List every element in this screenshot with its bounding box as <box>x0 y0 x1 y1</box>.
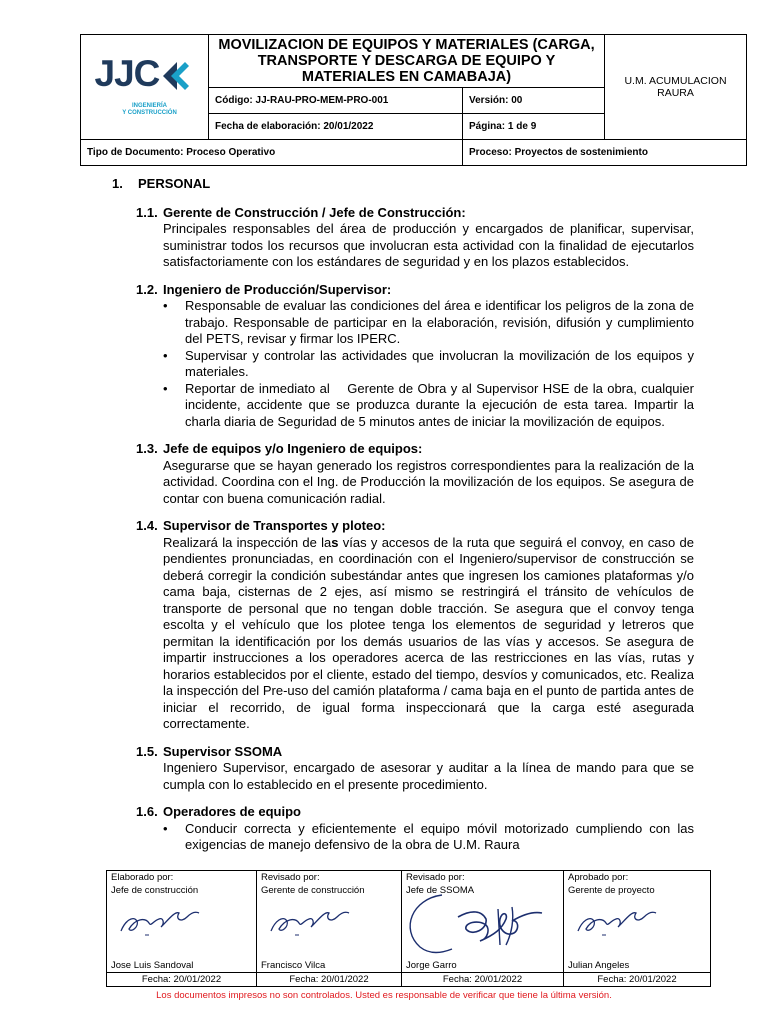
doctype-label: Tipo de Documento: <box>87 147 184 158</box>
date-label: Fecha de elaboración: <box>215 121 321 132</box>
subsection-number: 1.2. <box>136 281 158 297</box>
approval-label: Aprobado por: <box>568 872 629 883</box>
approval-label: Revisado por: <box>261 872 320 883</box>
doctype-cell <box>81 140 463 166</box>
bullet-list <box>163 821 694 854</box>
approval-cell-revisado-2 <box>402 871 564 973</box>
approval-date: Fecha: 20/01/2022 <box>564 973 711 987</box>
subsection-title: Ingeniero de Producción/Supervisor: <box>163 281 392 297</box>
subsection-title: Supervisor SSOMA <box>163 743 283 759</box>
signature-image <box>265 901 355 941</box>
doctype-value: Proceso Operativo <box>186 147 276 158</box>
code-label: Código: <box>215 95 253 106</box>
company-logo <box>91 39 199 135</box>
page-cell <box>463 114 605 140</box>
logo-subtitle-line1: INGENIERÍA <box>131 103 167 109</box>
date-cell <box>209 114 463 140</box>
section-title: PERSONAL <box>138 176 211 191</box>
subsection-title: Supervisor de Transportes y ploteo: <box>163 518 386 533</box>
text-part: vías y accesos de la ruta que seguirá el convoy, en caso de pendientes pronunciadas, en coordinación con el Ingeniero/supervisor de construcción se deberá corregir la condición subestándar antes que ingresen los camiones plataformas y/o cama baja, cisternas de 2 ejes, así mismo se restringirá el tránsito de vehículos de transporte de personal que no tengan doble tracción. Se asegura que el convoy tenga escolta y el vehículo que los plotee tenga los elementos de seguridad y letreros que permitan la identificación por los demás usuarios de las vías y accesos. Se asegura de impartir instrucciones a los operadores acerca de las restricciones en las vías, rutas y horarios establecidos por el cliente, estado del tiempo, desvíos y comunicados, etc. Realiza la inspección del Pre-uso del camión plataforma / cama baja en el punto de partida antes de iniciar el recorrido, de igual forma inspeccionará que la carga esté asegurada correctamente. <box>163 534 694 731</box>
subsection-heading <box>136 282 694 299</box>
version-cell <box>463 88 605 114</box>
subsection-text: Asegurarse que se hayan generado los registros correspondientes para la realización de la actividad. Coordina con el Ing. de Producción la movilización de los equipos. Se asegura de contar con buena comunicación radial. <box>163 457 694 506</box>
document-header <box>80 34 747 166</box>
approval-date: Fecha: 20/01/2022 <box>107 973 257 987</box>
approval-role: Gerente de proyecto <box>568 885 655 896</box>
subsection-number: 1.6. <box>136 804 158 819</box>
approval-role: Jefe de SSOMA <box>406 885 475 896</box>
code-cell <box>209 88 463 114</box>
disclaimer-text: Los documentos impresos no son controlados. Usted es responsable de verificar que tiene la última versión. <box>156 990 612 1001</box>
approval-role: Gerente de construcción <box>261 885 365 896</box>
approval-label: Elaborado por: <box>111 872 174 883</box>
approver-name: Jorge Garro <box>406 960 457 971</box>
subsection-text <box>163 535 694 733</box>
subsection-number: 1.1. <box>136 204 158 220</box>
signature-image <box>402 889 552 959</box>
text-bold-part: s <box>331 534 339 550</box>
subsection-text: Ingeniero Supervisor, encargado de asesorar y auditar a la línea de mando para que se cumpla con lo establecido en el presente procedimiento. <box>163 760 694 792</box>
subsection-title: Jefe de equipos y/o Ingeniero de equipos: <box>163 441 423 456</box>
approval-role: Jefe de construcción <box>111 885 199 896</box>
subsection-heading <box>136 804 694 821</box>
subsection-number: 1.4. <box>136 518 158 533</box>
code-value: JJ-RAU-PRO-MEM-PRO-001 <box>255 95 389 106</box>
page-label: Página: <box>469 121 506 132</box>
section-heading <box>112 176 694 193</box>
version-value: 00 <box>511 95 523 106</box>
approver-name: Francisco Vilca <box>261 960 326 971</box>
list-item: • Conducir correcta y eficientemente el equipo móvil motorizado cumpliendo con las exigencias de manejo defensivo de la obra de U.M. Raura <box>163 821 694 854</box>
approval-cell-elaborado <box>107 871 257 973</box>
subsection-number: 1.3. <box>136 441 158 456</box>
version-label: Versión: <box>469 95 509 106</box>
subsection-title: Operadores de equipo <box>163 804 301 819</box>
list-item: • Responsable de evaluar las condiciones del área e identificar los peligros de la zona de trabajo. Responsable de participar en la elaboración, revisión, difusión y cumplimiento del PETS, revisar y firmar los IPERC. <box>163 298 694 348</box>
process-value: Proyectos de sostenimiento <box>514 147 648 158</box>
subsection-1-1 <box>136 205 694 271</box>
subsection-1-3 <box>136 441 694 507</box>
approval-label: Revisado por: <box>406 872 465 883</box>
process-label: Proceso: <box>469 147 512 158</box>
subsection-1-2 <box>136 281 698 431</box>
document-title: MOVILIZACION DE EQUIPOS Y MATERIALES (CARGA, TRANSPORTE Y DESCARGA DE EQUIPO Y MATERIALES EN CAMABAJA) <box>209 35 605 88</box>
approver-name: Julian Angeles <box>568 960 630 971</box>
list-item: • Supervisar y controlar las actividades que involucran la movilización de los equipos y materiales. <box>163 348 694 381</box>
subsection-heading <box>136 518 694 535</box>
subsection-1-4 <box>136 518 694 733</box>
date-value: 20/01/2022 <box>323 121 374 132</box>
document-body <box>112 176 698 865</box>
unit-name: U.M. ACUMULACION RAURA <box>605 35 747 140</box>
subsection-text: Principales responsables del área de producción y encargados de planificar, supervisar, suministrar todos los recursos que involucran esta actividad con la finalidad de ejecutarlos satisfactoriamente con los estándares de seguridad y en los plazos establecidos. <box>163 221 694 269</box>
logo-subtitle <box>115 103 185 117</box>
approver-name: Jose Luis Sandoval <box>111 960 194 971</box>
page-value: 1 de 9 <box>507 121 537 132</box>
section-number: 1. <box>112 176 123 191</box>
approval-table <box>106 870 711 987</box>
subsection-1-5 <box>136 744 694 794</box>
company-logo-cell <box>81 35 209 140</box>
subsection-heading <box>136 744 694 761</box>
text-part: Realizará la inspección de la <box>163 534 332 550</box>
subsection-number: 1.5. <box>136 743 158 759</box>
approval-date: Fecha: 20/01/2022 <box>257 973 402 987</box>
subsection-1-6 <box>136 804 694 854</box>
list-item: • Reportar de inmediato al Gerente de Obra y al Supervisor HSE de la obra, cualquier incidente, accidente que se produzca durante la ejecución de esta tarea. Impartir la charla diaria de Seguridad de 5 minutos antes de iniciar la movilización de equipos. <box>163 381 694 431</box>
logo-arrow-icon <box>159 59 191 93</box>
signature-image <box>572 901 662 941</box>
signature-image <box>115 901 205 941</box>
subsection-heading <box>136 205 694 222</box>
logo-brand: JJC <box>94 53 160 94</box>
bullet-list <box>163 298 698 430</box>
process-cell <box>463 140 747 166</box>
subsection-heading <box>136 441 694 458</box>
approval-cell-aprobado <box>564 871 711 973</box>
subsection-title: Gerente de Construcción / Jefe de Construcción: <box>163 204 466 220</box>
approval-date: Fecha: 20/01/2022 <box>402 973 564 987</box>
logo-subtitle-line2: Y CONSTRUCCIÓN <box>122 110 177 116</box>
approval-cell-revisado-1 <box>257 871 402 973</box>
